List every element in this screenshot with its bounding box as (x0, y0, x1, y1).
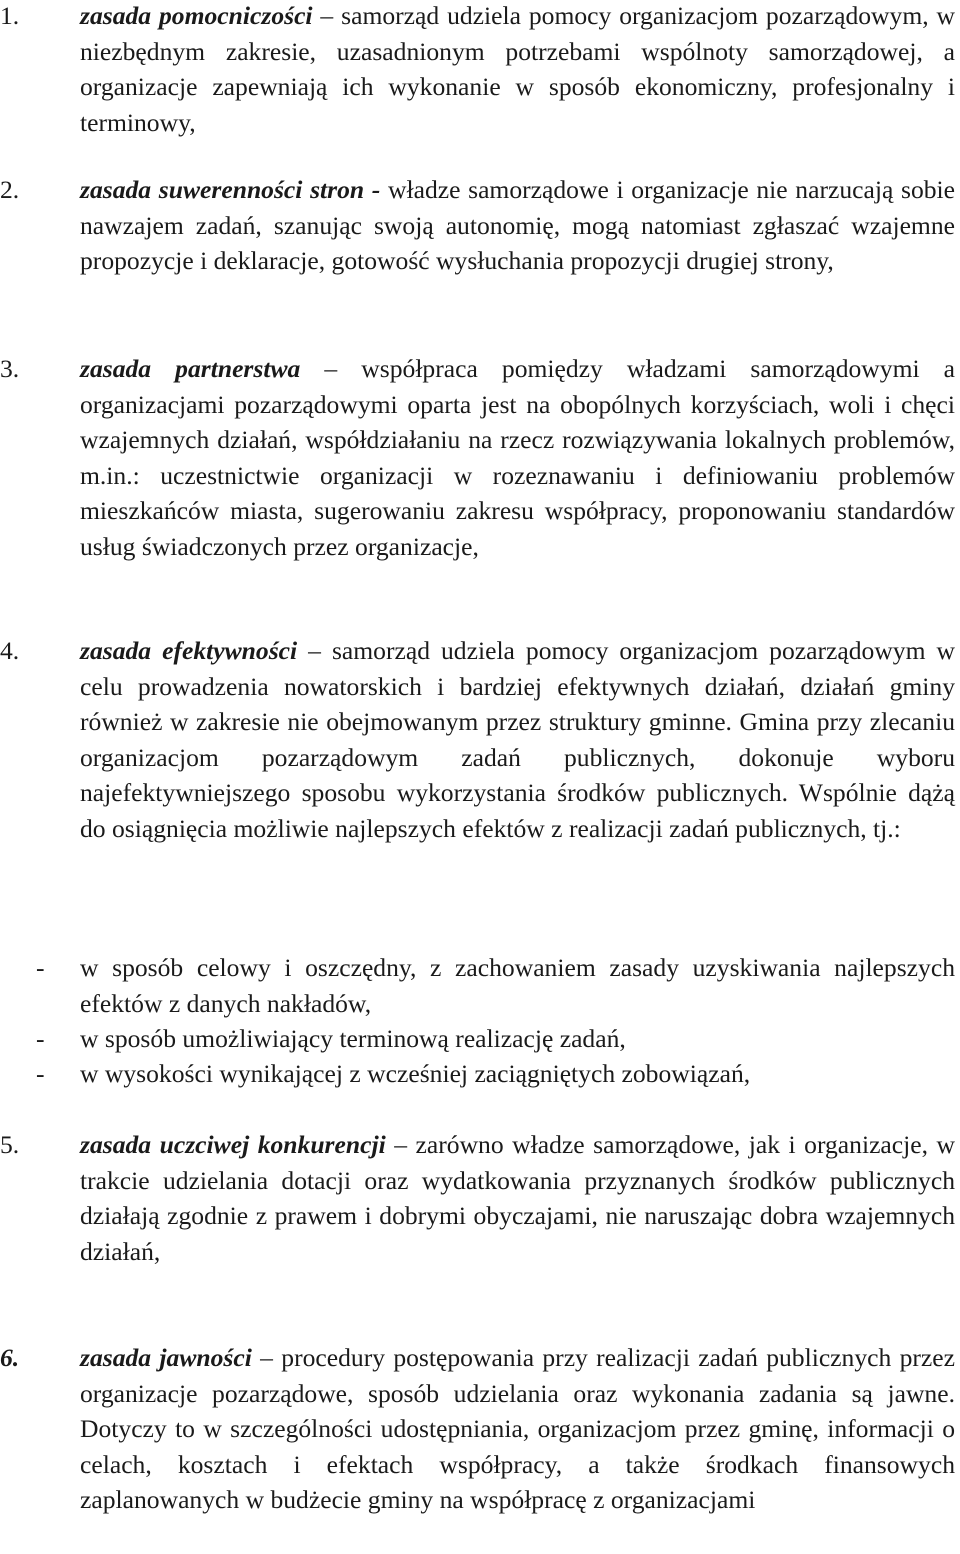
item-text: samorząd udziela pomocy organizacjom pozarządowym, w niezbędnym zakresie, uzasadnionym potrzebami wspólnoty samorządowej, a organizacje zapewniają ich wykonanie w sposób ekonomiczny, profesjonalny i terminowy, (80, 1, 955, 137)
sub-list-item-1 (0, 950, 955, 1021)
list-item-1 (0, 0, 955, 140)
item-separator (380, 175, 388, 204)
item-number: 1. (0, 1, 20, 30)
item-separator: – (385, 1130, 416, 1159)
item-number: 3. (0, 354, 20, 383)
sub-item-text: w sposób celowy i oszczędny, z zachowaniem zasady uzyskiwania najlepszych efektów z danych nakładów, (80, 953, 955, 1018)
item-body (80, 1127, 955, 1269)
item-term: zasada efektywności (80, 636, 298, 665)
dash-bullet: - (36, 1024, 45, 1053)
item-number: 4. (0, 636, 20, 665)
item-text: samorząd udziela pomocy organizacjom pozarządowym w celu prowadzenia nowatorskich i bardziej efektywnych działań, działań gminy również w zakresie nie obejmowanym przez struktury gminne. Gmina przy zlecaniu organizacjom pozarządowym zadań publicznych, dokonuje wyboru najefektywniejszego sposobu wykorzystania środków publicznych. Wspólnie dążą do osiągnięcia możliwie najlepszych efektów z realizacji zadań publicznych, tj.: (80, 636, 955, 843)
item-body (80, 1340, 955, 1518)
item-separator: – (300, 354, 362, 383)
sub-item-text: w wysokości wynikającej z wcześniej zaciągniętych zobowiązań, (80, 1059, 751, 1088)
sub-item-text: w sposób umożliwiający terminową realizację zadań, (80, 1024, 626, 1053)
item-separator: – (251, 1343, 282, 1372)
item-number: 5. (0, 1130, 20, 1159)
item-term: zasada jawności (80, 1343, 252, 1372)
item-term: zasada uczciwej konkurencji (80, 1130, 386, 1159)
item-term: zasada pomocniczości (80, 1, 313, 30)
list-item-3 (0, 351, 955, 564)
item-text: współpraca pomiędzy władzami samorządowymi a organizacjami pozarządowymi oparta jest na obopólnych korzyściach, woli i chęci wzajemnych działań, współdziałaniu na rzecz rozwiązywania lokalnych problemów, m.in.: uczestnictwie organizacji w rozeznawaniu i definiowaniu problemów mieszkańców miasta, sugerowaniu zakresu współpracy, proponowaniu standardów usług świadczonych przez organizacje, (80, 354, 956, 561)
item-body (80, 0, 955, 140)
list-item-5 (0, 1127, 955, 1269)
sub-list-item-2 (0, 1021, 955, 1057)
list-item-6 (0, 1340, 955, 1518)
item-number: 2. (0, 175, 20, 204)
item-number: 6. (0, 1343, 20, 1372)
item-text: procedury postępowania przy realizacji zadań publicznych przez organizacje pozarządowe, sposób udzielania oraz wykonania zadania są jawne. Dotyczy to w szczególności udostępniania, organizacjom przez gminę, informacji o celach, kosztach i efektach współpracy, a także środkach finansowych zaplanowanych w budżecie gminy na współpracę z organizacjami (80, 1343, 956, 1514)
item-term: zasada partnerstwa (80, 354, 301, 383)
dash-bullet: - (36, 953, 45, 982)
item-text: zarówno władze samorządowe, jak i organizacje, w trakcie udzielania dotacji oraz wydatkowania przyznanych środków publicznych działają zgodnie z prawem i dobrymi obyczajami, nie naruszając dobra wzajemnych działań, (80, 1130, 956, 1266)
item-body (80, 351, 955, 564)
item-term: zasada suwerenności stron - (80, 175, 381, 204)
dash-bullet: - (36, 1059, 45, 1088)
item-body (80, 172, 955, 279)
item-text: władze samorządowe i organizacje nie narzucają sobie nawzajem zadań, szanując swoją autonomię, mogą natomiast zgłaszać wzajemne propozycje i deklaracje, gotowość wysłuchania propozycji drugiej strony, (80, 175, 956, 275)
item-body (80, 633, 955, 846)
item-separator: – (312, 1, 342, 30)
list-item-4 (0, 633, 955, 846)
list-item-2 (0, 172, 955, 279)
item-separator: – (297, 636, 332, 665)
sub-list-item-3 (0, 1056, 955, 1092)
